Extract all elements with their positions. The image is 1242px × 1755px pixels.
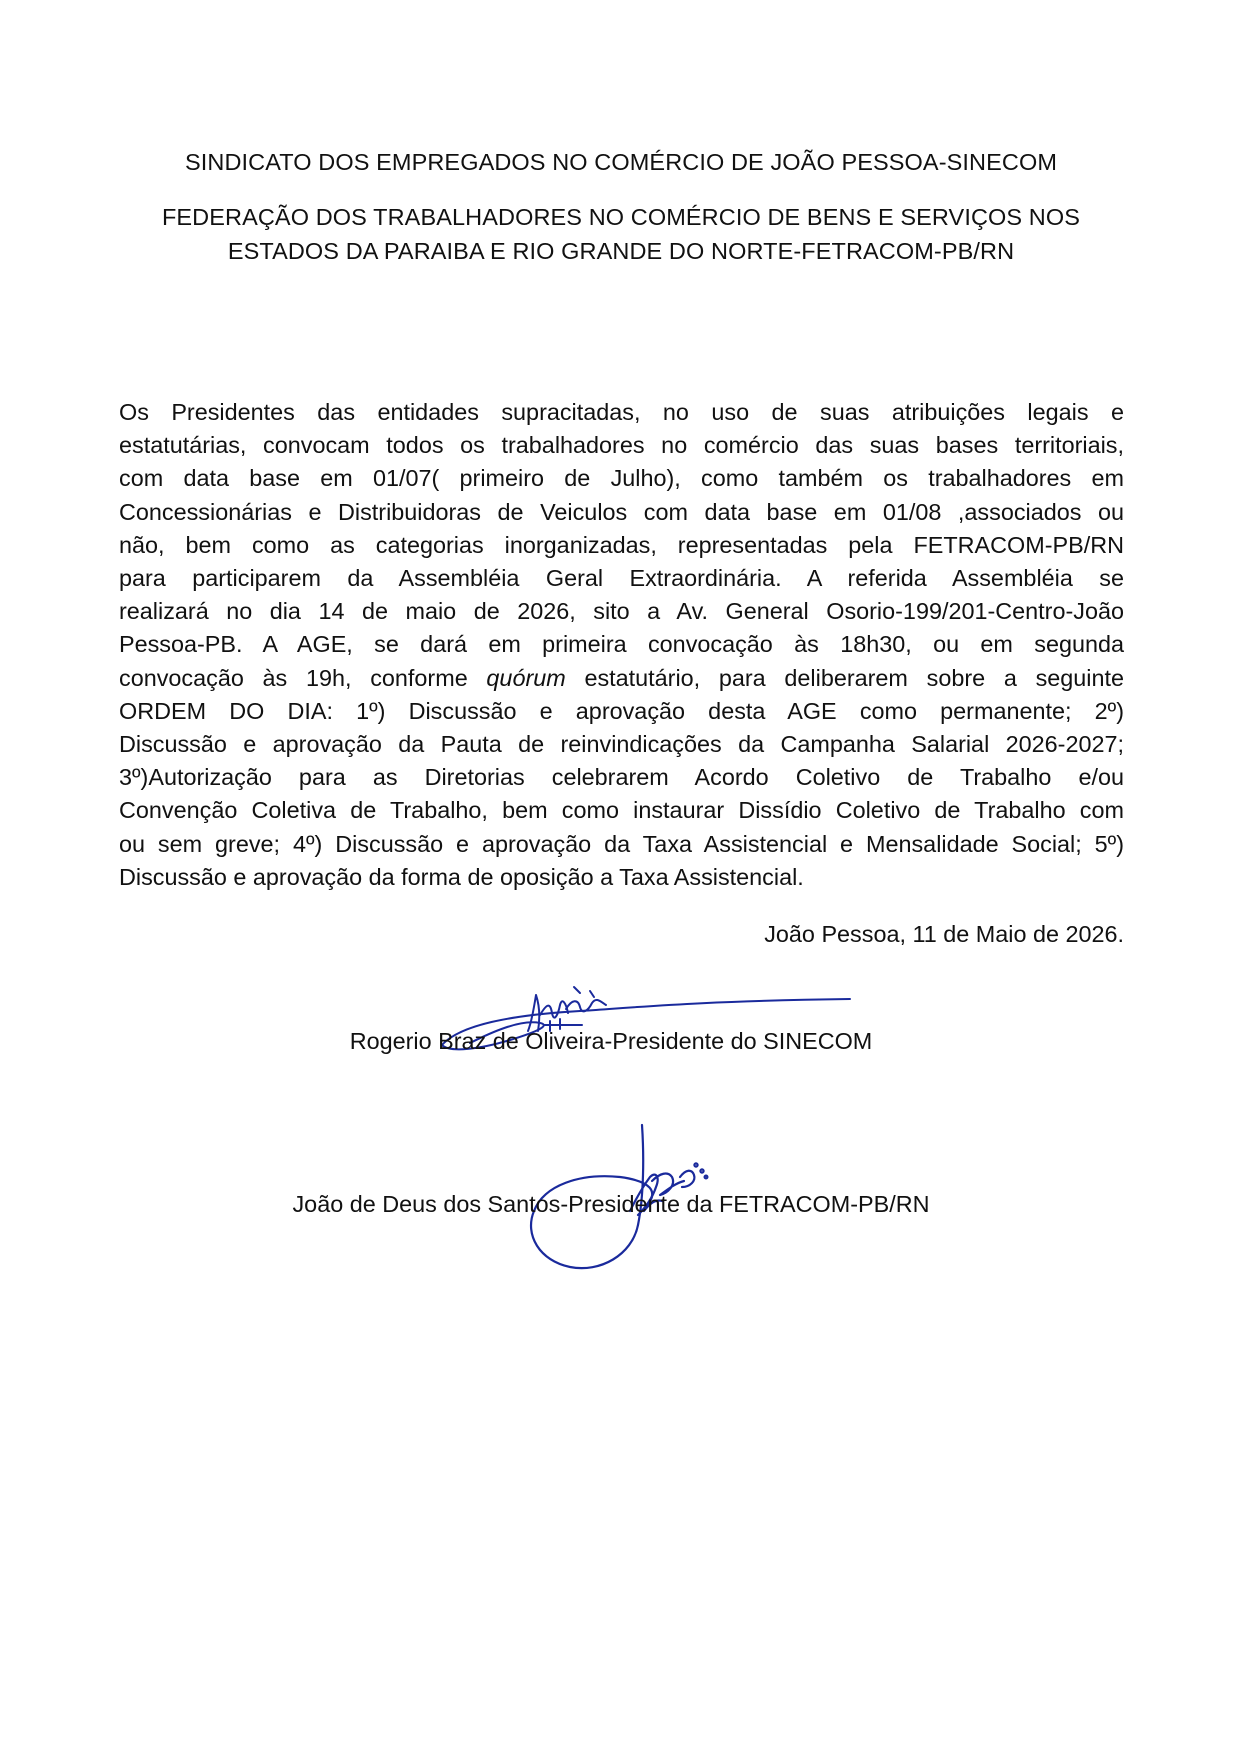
signatory-sinecom: Rogerio Braz de Oliveira-Presidente do SINECOM [349, 1028, 873, 1054]
paragraph-text: estatutário, para deliberarem sobre a seguinte [565, 664, 1124, 691]
header-fetracom-line1: FEDERAÇÃO DOS TRABALHADORES NO COMÉRCIO DE BENS E SERVIÇOS NOS [161, 204, 1081, 230]
signatory-fetracom: João de Deus dos Santos-Presidente da FETRACOM-PB/RN [292, 1191, 930, 1217]
date-place-line: João Pessoa, 11 de Maio de 2026. [764, 921, 1124, 947]
paragraph-line: Discussão e aprovação da Pauta de reinvindicações da Campanha Salarial 2026-2027; [119, 731, 1124, 758]
paragraph-line [119, 662, 1124, 695]
paragraph-line: realizará no dia 14 de maio de 2026, sito a Av. General Osorio-199/201-Centro-João [119, 598, 1124, 625]
paragraph-line: não, bem como as categorias inorganizadas, representadas pela FETRACOM-PB/RN [119, 531, 1124, 558]
paragraph-line: Discussão e aprovação da forma de oposição a Taxa Assistencial. [119, 863, 804, 890]
paragraph-line: ORDEM DO DIA: 1º) Discussão e aprovação desta AGE como permanente; 2º) [119, 697, 1124, 724]
paragraph-line: para participarem da Assembléia Geral Extraordinária. A referida Assembléia se [119, 565, 1124, 592]
paragraph-text: convocação às 19h, conforme [119, 664, 487, 691]
paragraph-line: Convenção Coletiva de Trabalho, bem como instaurar Dissídio Coletivo de Trabalho com [119, 797, 1124, 824]
convocation-paragraph [119, 396, 1124, 894]
header-fetracom-line2: ESTADOS DA PARAIBA E RIO GRANDE DO NORTE-FETRACOM-PB/RN [227, 238, 1015, 264]
paragraph-line: Pessoa-PB. A AGE, se dará em primeira convocação às 18h30, ou em segunda [119, 631, 1124, 658]
paragraph-line: Concessionárias e Distribuidoras de Veiculos com data base em 01/08 ,associados ou [119, 498, 1124, 525]
paragraph-line: estatutárias, convocam todos os trabalhadores no comércio das suas bases territoriais, [119, 432, 1124, 459]
paragraph-line: com data base em 01/07( primeiro de Julho), como também os trabalhadores em [119, 465, 1124, 492]
paragraph-line: 3º)Autorização para as Diretorias celebrarem Acordo Coletivo de Trabalho e/ou [119, 764, 1124, 791]
italic-term: quórum [486, 664, 566, 691]
header-sinecom: SINDICATO DOS EMPREGADOS NO COMÉRCIO DE JOÃO PESSOA-SINECOM [184, 149, 1058, 175]
paragraph-line: ou sem greve; 4º) Discussão e aprovação da Taxa Assistencial e Mensalidade Social; 5º) [119, 830, 1124, 857]
paragraph-line: Os Presidentes das entidades supracitadas, no uso de suas atribuições legais e [119, 399, 1124, 425]
